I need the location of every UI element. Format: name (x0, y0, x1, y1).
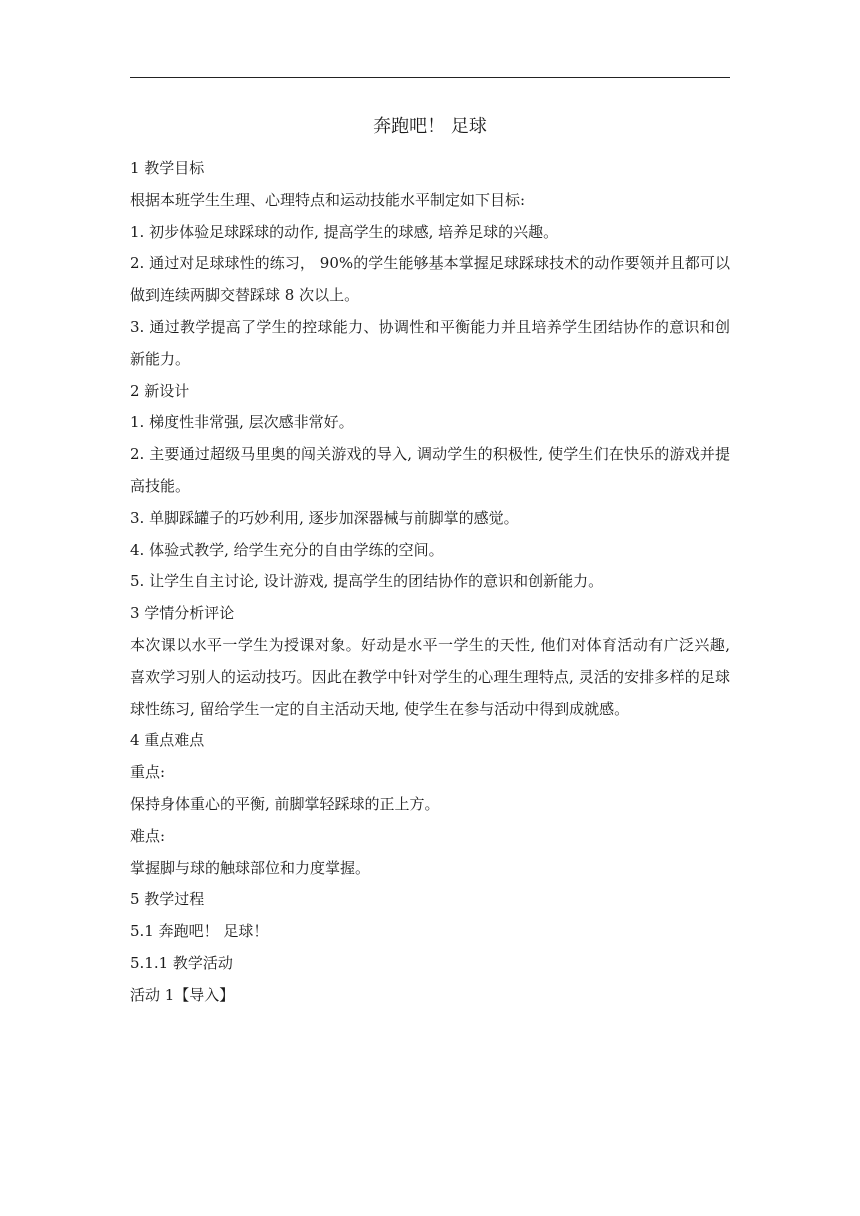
document-title: 奔跑吧！ 足球 (373, 116, 487, 137)
paragraph: 4. 体验式教学, 给学生充分的自由学练的空间。 (130, 540, 444, 559)
section-heading-student-analysis: 3 学情分析评论 (130, 604, 235, 623)
paragraph: 2. 主要通过超级马里奥的闯关游戏的导入, 调动学生的积极性, 使学生们在快乐的游戏并提高技能。 (130, 445, 730, 495)
paragraph: 掌握脚与球的触球部位和力度掌握。 (130, 858, 371, 877)
paragraph: 2. 通过对足球球性的练习， 90%的学生能够基本掌握足球踩球技术的动作要领并且都可以做到连续两脚交替踩球 8 次以上。 (130, 254, 730, 305)
document-body (130, 153, 730, 1012)
paragraph: 根据本班学生生理、心理特点和运动技能水平制定如下目标: (130, 190, 526, 209)
paragraph: 5. 让学生自主讨论, 设计游戏, 提高学生的团结协作的意识和创新能力。 (130, 572, 604, 591)
paragraph: 难点: (130, 826, 166, 845)
subsection-heading: 5.1 奔跑吧！ 足球！ (130, 922, 269, 941)
paragraph: 重点: (130, 763, 166, 782)
subsection-heading: 5.1.1 教学活动 (130, 953, 233, 972)
section-heading-key-points: 4 重点难点 (130, 731, 205, 750)
document-page (130, 0, 730, 1216)
paragraph: 本次课以水平一学生为授课对象。好动是水平一学生的天性, 他们对体育活动有广泛兴趣, 喜欢学习别人的运动技巧。因此在教学中针对学生的心理生理特点, 灵活的安排多样的足球球性练习, 留给学生一定的自主活动天地, 使学生在参与活动中得到成就感。 (130, 635, 730, 718)
paragraph: 1. 梯度性非常强, 层次感非常好。 (130, 413, 354, 432)
header-rule (130, 77, 730, 78)
section-heading-new-design: 2 新设计 (130, 381, 190, 400)
paragraph: 保持身体重心的平衡, 前脚掌轻踩球的正上方。 (130, 794, 440, 813)
paragraph: 3. 单脚踩罐子的巧妙利用, 逐步加深器械与前脚掌的感觉。 (130, 508, 519, 527)
paragraph: 活动 1【导入】 (130, 985, 235, 1004)
paragraph: 3. 通过教学提高了学生的控球能力、协调性和平衡能力并且培养学生团结协作的意识和创新能力。 (130, 317, 730, 368)
section-heading-teaching-process: 5 教学过程 (130, 890, 205, 909)
section-heading-teaching-goals: 1 教学目标 (130, 159, 205, 177)
paragraph: 1. 初步体验足球踩球的动作, 提高学生的球感, 培养足球的兴趣。 (130, 222, 559, 241)
